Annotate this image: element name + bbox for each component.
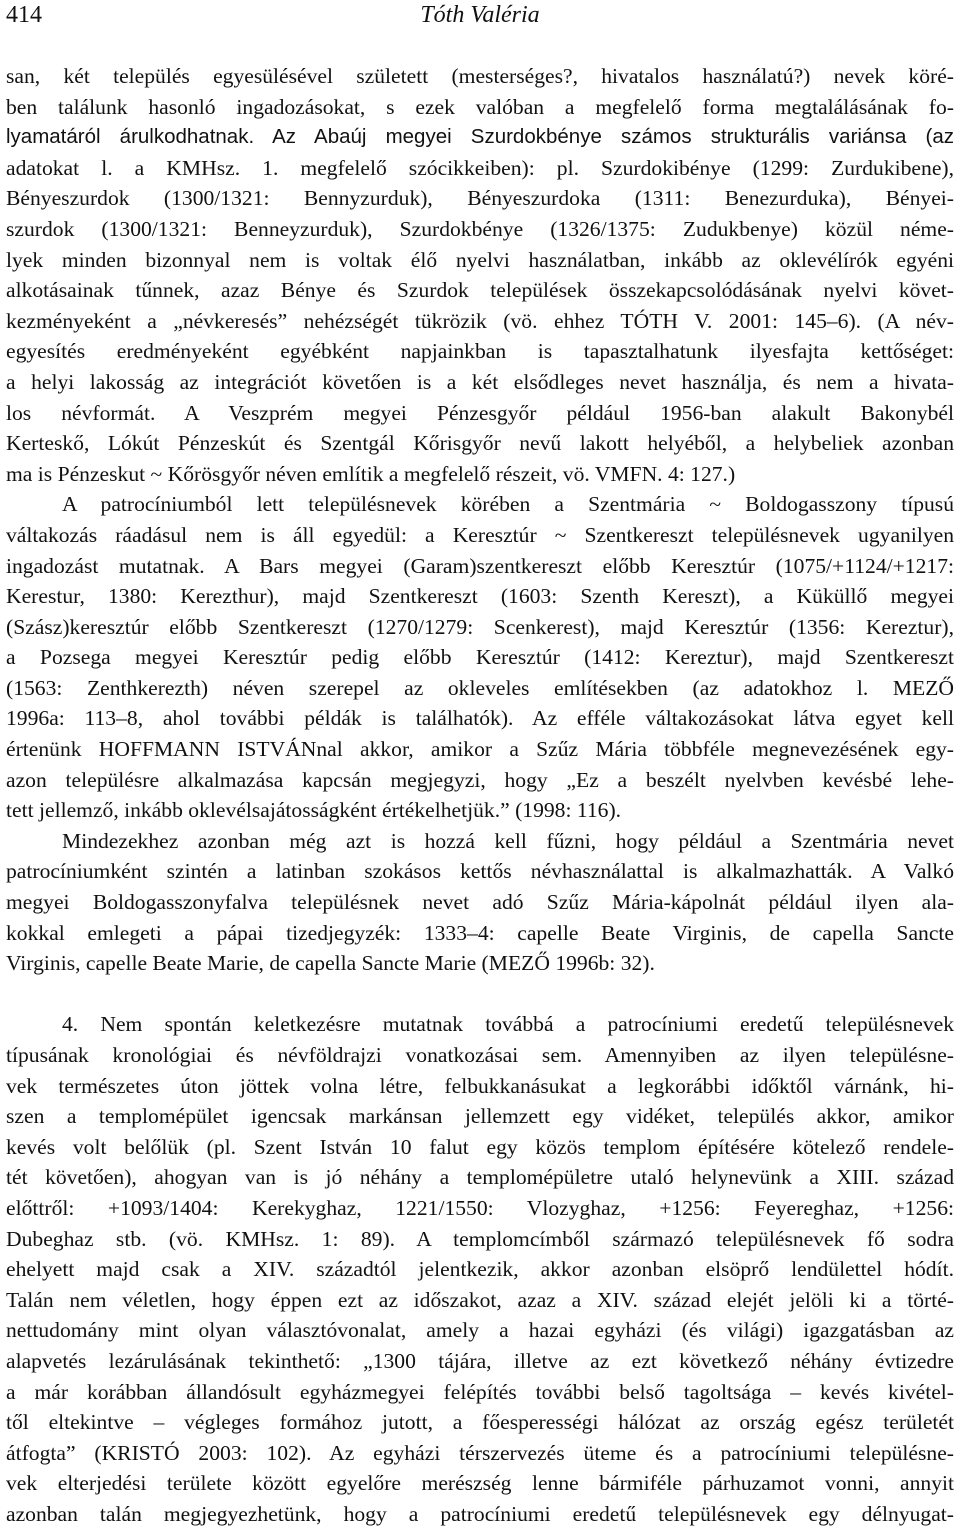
text-line: ma is Pénzeskut ~ Kőrösgyőr néven említik a megfelelő részeit, vö. VMFN. 4: 127.): [6, 461, 736, 486]
text-line: a Pozsega megyei Keresztúr pedig előbb Keresztúr (1412: Kereztur), majd Szentkereszt: [6, 645, 954, 670]
text-line: lyek minden bizonnyal nem is voltak élő nyelvi használatban, inkább az oklevélírók egyéni: [6, 247, 954, 272]
text-line: átfogta” (KRISTÓ 2003: 102). Az egyházi térszervezés üteme és a patrocíniumi településne-: [6, 1440, 954, 1465]
text-line: alkotásainak tűnnek, azaz Bénye és Szurdok települések összekapcsolódásának nyelvi követ-: [6, 278, 954, 303]
text-line: 1996a: 113–8, ahol további példák is találhatók). Az efféle váltakozásokat látva egyet kell: [6, 706, 954, 731]
text-line: megyei Boldogasszonyfalva településnek nevet adó Szűz Mária-kápolnát például ilyen ala-: [6, 890, 954, 915]
text-line: san, két település egyesülésével született (mesterséges?, hivatalos használatú?) nevek köré-: [6, 64, 954, 88]
text-line: kezményeként a „névkeresés” nehézségét tükrözik (vö. ehhez TÓTH V. 2001: 145–6). (A név-: [6, 308, 954, 333]
text-line: azonban talán megjegyezhetünk, hogy a patrocíniumi eredetű településnevek egy délnyugat-: [6, 1501, 954, 1526]
running-head-author: Tóth Valéria: [420, 2, 540, 28]
text-line: vek természetes úton jöttek volna létre, felbukkanásukat a legkorábbi időktől várnánk, hi-: [6, 1073, 954, 1098]
text-line: Kerteskő, Lókút Pénzeskút és Szentgál Kőrisgyőr nevű lakott helyéből, a helybeliek azonban: [6, 431, 954, 456]
page-number: 414: [6, 2, 42, 28]
text-line: nettudomány mint olyan választóvonalat, amely a hazai egyházi (és világi) igazgatásban az: [6, 1318, 954, 1343]
text-line: alapvetés lezárulásának tekinthető: „1300 tájára, illetve az ezt következő néhány évtizedre: [6, 1348, 954, 1373]
text-line: egyesítés eredményeként egyébként napjainkban is tapasztalhatunk ilyesfajta kettőséget:: [6, 339, 954, 364]
text-line: Bényeszurdok (1300/1321: Bennyzurduk), Bényeszurdoka (1311: Benezurduka), Bényei-: [6, 186, 954, 211]
text-line: lyamatáról árulkodhatnak. Az Abaúj megyei Szurdokbénye számos strukturális variánsa (az: [6, 125, 954, 149]
text-line: adatokat l. a KMHsz. 1. megfelelő szócikkeiben): pl. Szurdokibénye (1299: Zurdukibene),: [6, 155, 954, 180]
text-line: kevés volt belőlük (pl. Szent István 10 falut egy közös templom építésére kötelező rendele-: [6, 1134, 954, 1159]
text-line: típusának kronológiai és névföldrajzi vonatkozásai sem. Amennyiben az ilyen településne-: [6, 1043, 954, 1067]
text-line: szen a templomépület igencsak markánsan jellemzett egy vidéket, település akkor, amikor: [6, 1104, 954, 1129]
text-line: patrocíniumként szintén a latinban szokásos kettős névhasználattal is alkalmazhatták. A Valkó: [6, 859, 954, 884]
text-line: előttről: +1093/1404: Kerekyghaz, 1221/1550: Vlozyghaz, +1256: Feyereghaz, +1256:: [6, 1195, 954, 1220]
text-line: (Szász)keresztúr előbb Szentkereszt (1270/1279: Scenkerest), majd Keresztúr (1356: Kereztur),: [6, 614, 954, 639]
text-line: azon településre alkalmazása kapcsán megjegyzi, hogy „Ez a beszélt nyelvben kevésbé lehe-: [6, 767, 954, 792]
text-line: kokkal emlegeti a pápai tizedjegyzék: 1333–4: capelle Beate Virginis, de capella Sancte: [6, 920, 954, 945]
text-line: ben találunk hasonló ingadozásokat, s ezek valóban a megfelelő forma megtalálásának fo-: [6, 94, 954, 119]
text-line: tett jellemző, inkább oklevélsajátosságként értékelhetjük.” (1998: 116).: [6, 798, 622, 823]
text-line: Kerestur, 1380: Kerezthur), majd Szentkereszt (1603: Szenth Kereszt), a Küküllő megyei: [6, 584, 954, 609]
section-start-line: 4. Nem spontán keletkezésre mutatnak továbbá a patrocíniumi eredetű településnevek: [62, 1012, 954, 1037]
text-line: ingadozást mutatnak. A Bars megyei (Garam)szentkereszt előbb Keresztúr (1075/+1124/+1217:: [6, 553, 954, 578]
text-line: szurdok (1300/1321: Benneyzurduk), Szurdokbénye (1326/1375: Zudukbenye) közül néme-: [6, 216, 954, 241]
text-line: Dubeghaz stb. (vö. KMHsz. 1: 89). A templomcímből származó településnevek fő sodra: [6, 1226, 954, 1251]
text-line: től eltekintve – végleges formához jutott, a főesperességi hálózat az ország egész területét: [6, 1410, 954, 1435]
body-text: [6, 61, 954, 1530]
text-line: a már korábban állandósult egyházmegyei felépítés további belső tagoltsága – kevés kivétel-: [6, 1379, 954, 1404]
text-line: értenünk HOFFMANN ISTVÁNnal akkor, amikor a Szűz Mária többféle megnevezésének egy-: [6, 737, 954, 762]
text-line: vek elterjedési területe között egyelőre merészség lenne bármiféle párhuzamot vonni, annyit: [6, 1471, 954, 1496]
text-line: los névformát. A Veszprém megyei Pénzesgyőr például 1956-ban alakult Bakonybél: [6, 400, 954, 425]
paragraph-start-line: Mindezekhez azonban még azt is hozzá kell fűzni, hogy például a Szentmária nevet: [62, 828, 954, 853]
paragraph-start-line: A patrocíniumból lett településnevek körében a Szentmária ~ Boldogasszony típusú: [62, 492, 954, 517]
text-line: tét követően), ahogyan van is jó néhány a templomépületre utaló helynevünk a XIII. század: [6, 1165, 954, 1190]
running-head: [6, 2, 954, 32]
text-line: a helyi lakosság az integrációt követően is a két elsődleges nevet használja, és nem a hivata-: [6, 369, 954, 394]
text-line: Virginis, capelle Beate Marie, de capella Sancte Marie (MEZŐ 1996b: 32).: [6, 951, 655, 976]
text-line: (1563: Zenthkerezth) néven szerepel az okleveles említésekben (az adatokhoz l. MEZŐ: [6, 675, 954, 700]
text-line: Talán nem véletlen, hogy éppen ezt az időszakot, azaz a XIV. század elejét jelöli ki a törté-: [6, 1287, 954, 1312]
text-line: ehelyett majd csak a XIV. századtól jelentkezik, akkor azonban elsöprő lendülettel hódít.: [6, 1257, 954, 1282]
text-line: váltakozás ráadásul nem is áll egyedül: a Keresztúr ~ Szentkereszt településnevek ugyanilyen: [6, 522, 954, 547]
